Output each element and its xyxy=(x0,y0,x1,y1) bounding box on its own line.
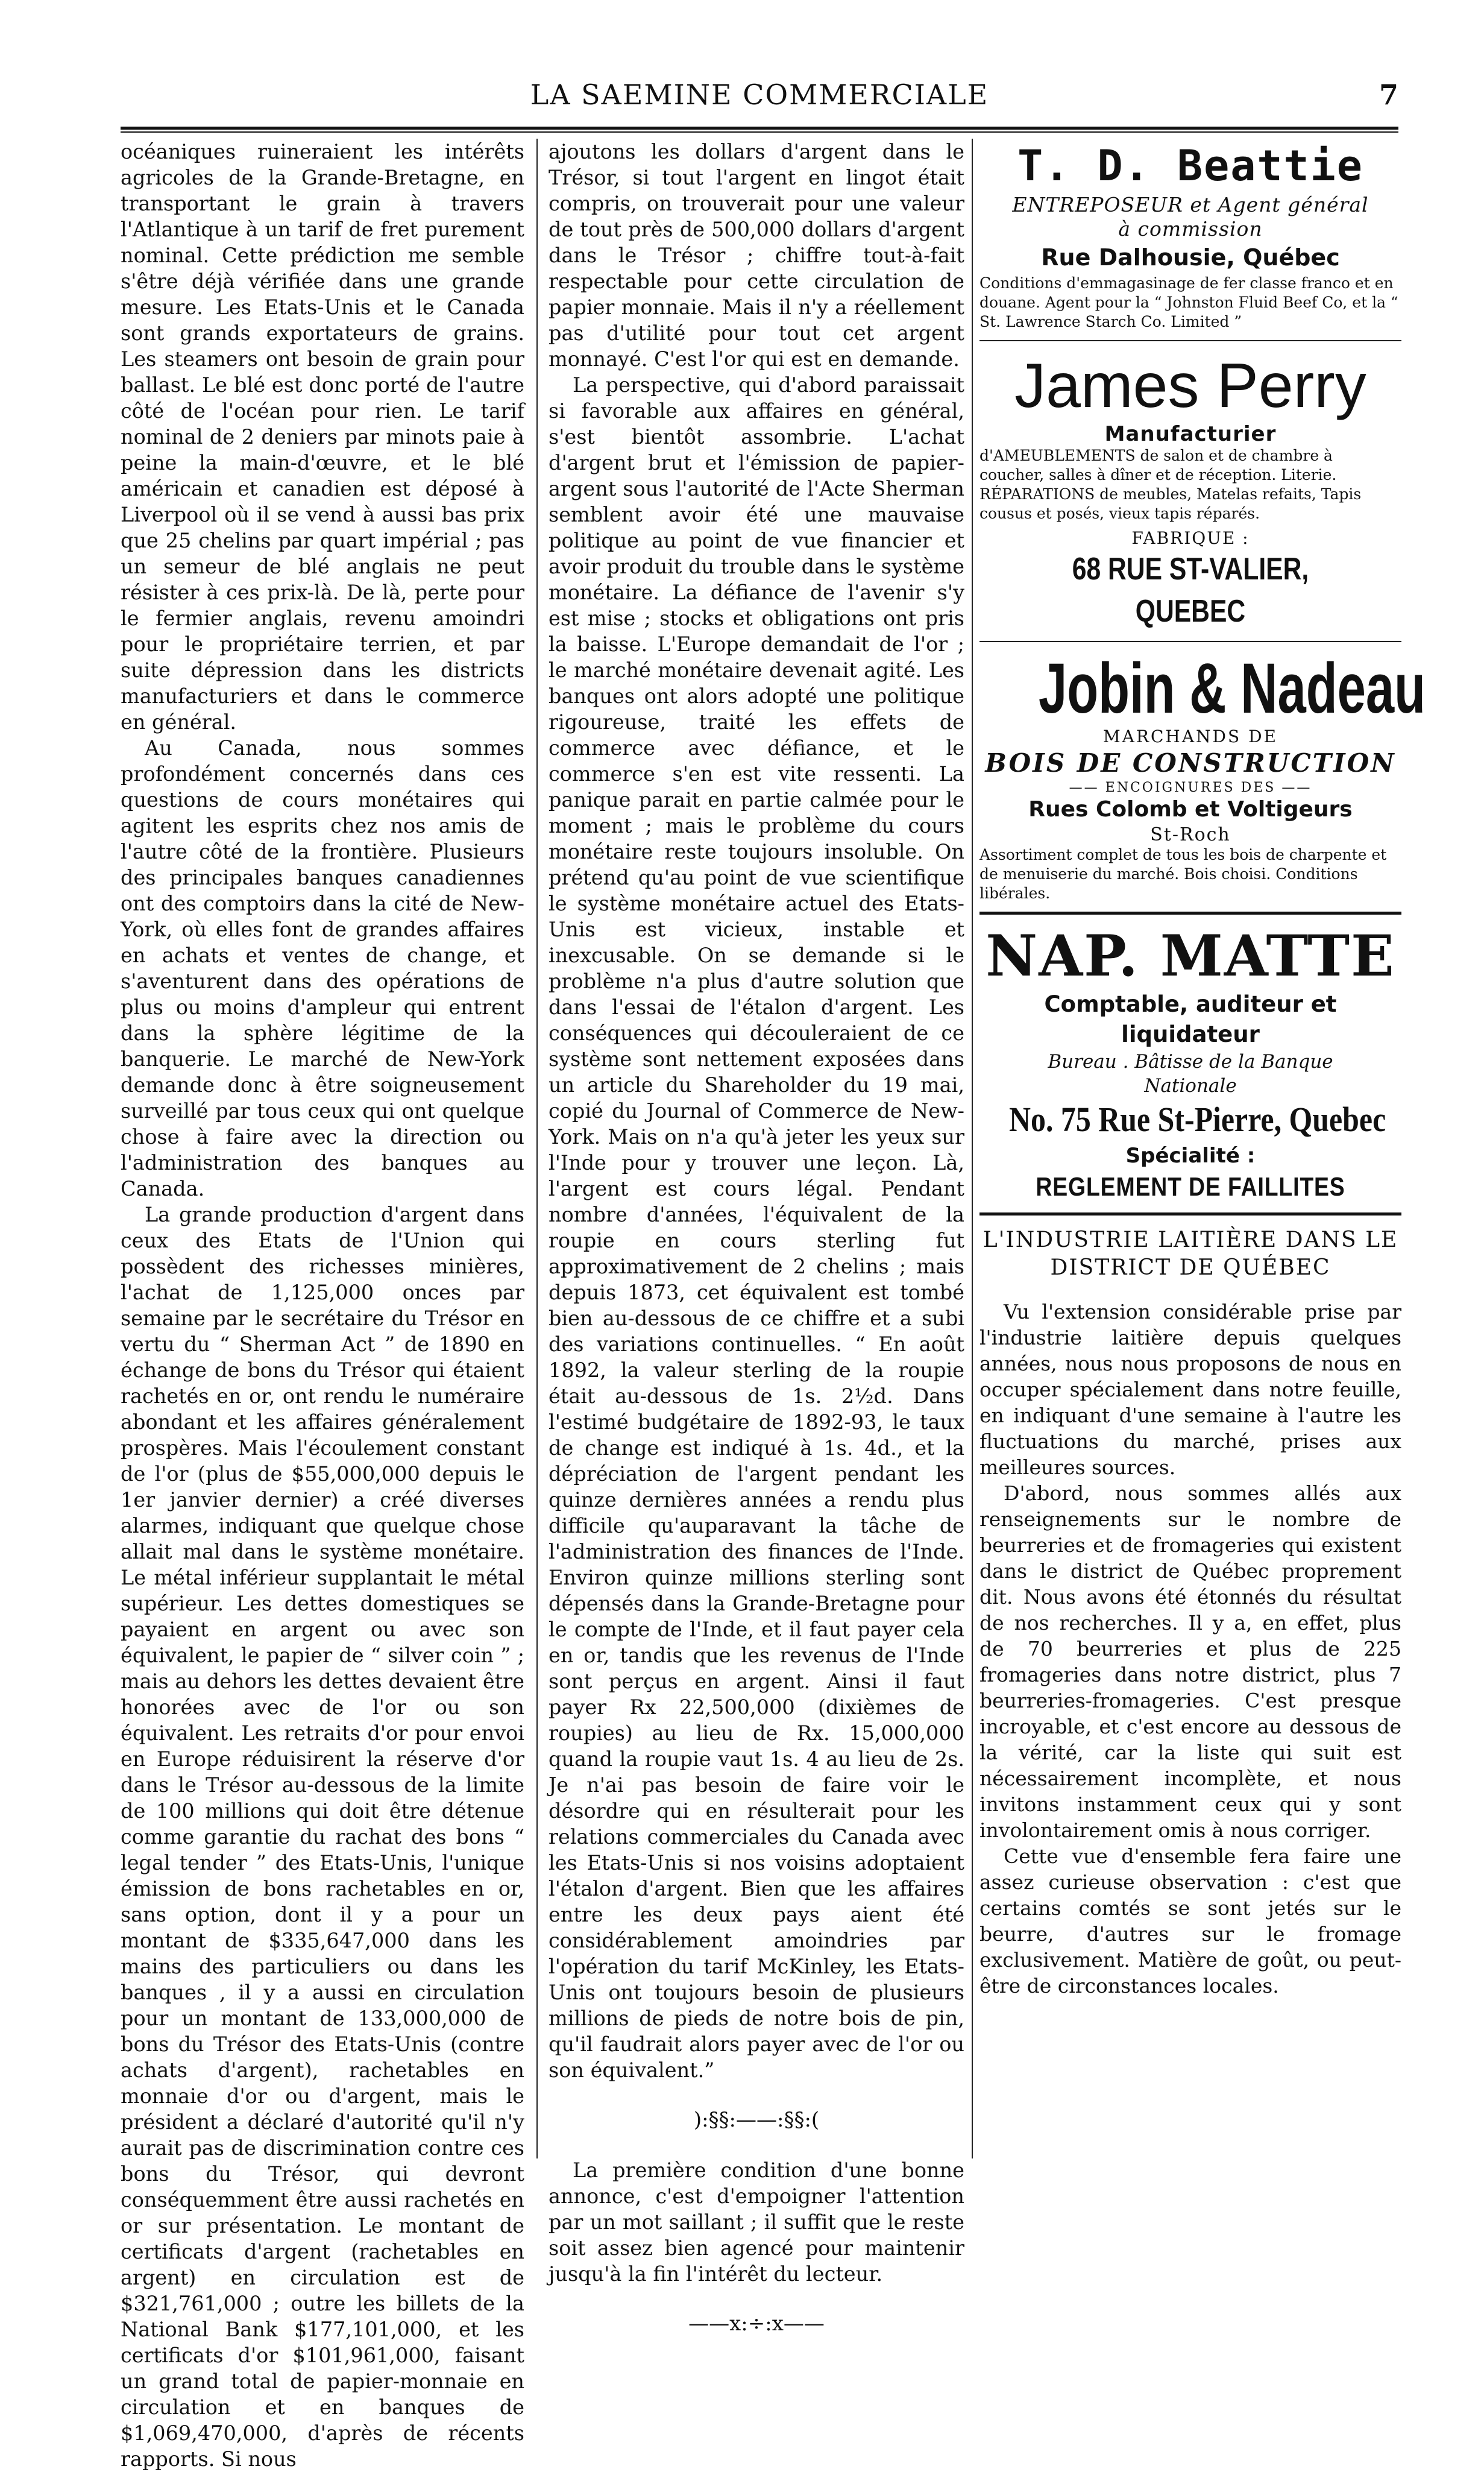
beattie-role: ENTREPOSEUR et Agent général xyxy=(1012,193,1369,216)
ad-beattie xyxy=(979,139,1401,332)
matte-specialite: Spécialité : xyxy=(1125,1144,1256,1168)
header-rule xyxy=(121,127,1398,133)
jobin-bois: BOIS DE CONSTRUCTION xyxy=(985,748,1396,778)
beattie-name: T. D. Beattie xyxy=(1017,141,1363,191)
matte-address: No. 75 Rue St-Pierre, Quebec xyxy=(1009,1100,1386,1139)
perry-title: Manufacturier xyxy=(1104,422,1277,446)
jobin-sub: MARCHANDS DE xyxy=(1103,727,1278,746)
ad-perry xyxy=(979,350,1401,632)
ad-divider xyxy=(979,641,1401,642)
matte-name: NAP. MATTE xyxy=(986,923,1395,989)
jobin-body: Assortiment complet de tous les bois de charpente et de menuiserie du marché. Bois choisi. Conditions libérales. xyxy=(979,846,1387,902)
ad-divider xyxy=(979,912,1401,915)
page-number: 7 xyxy=(1379,78,1398,111)
ornament-end: ——x:÷:x—— xyxy=(688,2312,825,2336)
ad-divider xyxy=(979,1212,1401,1216)
column-2 xyxy=(549,139,964,2361)
page-header xyxy=(121,72,1398,121)
article-paragraph-2: D'abord, nous sommes allés aux renseignements sur le nombre de beurreries et de fromageries qui existent dans le district de Québec proprement dit. Nous avons été étonnés du résultat de nos recherches. Il y a, en effet, plus de 70 beurreries et plus de 225 fromageries dans notre district, plus 7 beurreries-fromageries. C'est presque incroyable, et c'est encore au dessous de la vérité, car la liste qui suit est nécessairement incomplète, et nous invitons instamment ceux qui y sont involontairement omis à nous corriger. xyxy=(979,1481,1401,1842)
article-body xyxy=(979,1299,1401,1999)
col1-paragraph-1: océaniques ruineraient les intérêts agricoles de la Grande-Bretagne, en transportant le grain à travers l'Atlantique à un tarif de fret purement nominal. Cette prédiction me semble s'être déjà vérifiée dans une grande mesure. Les Etats-Unis et le Canada sont grands exportateurs de grains. Les steamers ont besoin de grain pour ballast. Le blé est donc porté de l'autre côté de l'océan pour rien. Le tarif nominal de 2 deniers par minots paie à peine la main-d'œuvre, et le blé américain et canadien est déposé à Liverpool où il se vend à aussi bas prix que 25 chelins par quart impérial ; pas un semeur de blé anglais ne peut résister à ces prix-là. De là, perte pour le fermier anglais, revenu amoindri pour le propriétaire terrien, et par suite dépression dans les districts manufacturiers et dans le commerce en général. xyxy=(121,140,524,734)
beattie-body: Conditions d'emmagasinage de fer classe franco et en douane. Agent pour la “ Johnston Fluid Beef Co, et la “ St. Lawrence Starch Co. Limited ” xyxy=(979,274,1398,330)
perry-fabrique: FABRIQUE : xyxy=(1131,528,1250,548)
beattie-address: Rue Dalhousie, Québec xyxy=(1041,244,1340,271)
perry-body: d'AMEUBLEMENTS de salon et de chambre à coucher, salles à dîner et de réception. Literie. RÉPARATIONS de meubles, Matelas refaits, Tapis cousus et posés, vieux tapis réparés. xyxy=(979,447,1362,522)
col2-paragraph-3: La première condition d'une bonne annonce, c'est d'empoigner l'attention par un mot saillant ; il suffit que le reste soit assez bien agencé pour maintenir jusqu'à la fin l'intérêt du lecteur. xyxy=(549,2158,964,2286)
col2-paragraph-1: ajoutons les dollars d'argent dans le Trésor, si tout l'argent en lingot était compris, on trouverait pour une valeur de tout près de 500,000 dollars d'argent dans le Trésor ; chiffre tout-à-fait respectable pour cette circulation de papier monnaie. Mais il n'y a réellement pas d'utilité pour tout cet argent monnayé. C'est l'or qui est en demande. xyxy=(549,140,964,371)
column-divider-1 xyxy=(536,139,538,2158)
jobin-name: Jobin & Nadeau xyxy=(1039,649,1426,728)
article-title: L'INDUSTRIE LAITIÈRE DANS LE DISTRICT DE QUÉBEC xyxy=(983,1228,1398,1280)
perry-address: 68 RUE ST-VALIER, QUEBEC xyxy=(1072,552,1309,629)
matte-reglement: REGLEMENT DE FAILLITES xyxy=(1036,1172,1345,1202)
perry-name: James Perry xyxy=(1014,351,1366,421)
beattie-role2: à commission xyxy=(1118,217,1263,241)
jobin-address: Rues Colomb et Voltigeurs xyxy=(1028,797,1353,822)
col2-paragraph-2: La perspective, qui d'abord paraissait si favorable aux affaires en général, s'est bientôt assombrie. L'achat d'argent brut et l'émission de papier-argent sous l'autorité de l'Acte Sherman semblent avoir été une mauvaise politique au point de vue financier et avoir produit du trouble dans le système monétaire. La défiance de l'avenir s'y est mise ; stocks et obligations ont pris la baisse. L'Europe demandait de l'or ; le marché monétaire devenait agité. Les banques ont alors adopté une politique rigoureuse, traité les effets de commerce avec défiance, et le commerce s'en est vite ressenti. La panique parait en partie calmée pour le moment ; mais le problème du cours monétaire reste toujours insoluble. On prétend qu'au point de vue scientifique le système monétaire actuel des Etats-Unis est vicieux, instable et inexcusable. On se demande si le problème n'a plus d'autre solution que dans l'essai de l'étalon d'argent. Les conséquences qui découleraient de ce système sont nettement exposées dans un article du Shareholder du 19 mai, copié du Journal of Commerce de New-York. Mais on n'a qu'à jeter les yeux sur l'Inde pour y trouver une leçon. Là, l'argent est cours légal. Pendant nombre d'années, l'équivalent de la roupie en cours sterling fut approximativement de 2 chelins ; mais depuis 1873, cet équivalent est tombé bien au-dessous de ce chiffre et a subi des variations continuelles. “ En août 1892, la valeur sterling de la roupie était au-dessous de 1s. 2½d. Dans l'estimé budgétaire de 1892-93, le taux de change est indiqué à 1s. 4d., et la dépréciation de l'argent pendant les quinze dernières années a rendu plus difficile qu'auparavant la tâche de l'administration des finances de l'Inde. Environ quinze millions sterling sont dépensés dans la Grande-Bretagne pour le compte de l'Inde, et il faut payer cela en or, tandis que les revenus de l'Inde sont perçus en argent. Ainsi il faut payer Rx 22,500,000 (dixièmes de roupies) au lieu de Rx. 15,000,000 quand la roupie vaut 1s. 4 au lieu de 2s. Je n'ai pas besoin de faire voir le désordre qui en résulterait pour les relations commerciales du Canada avec les Etats-Unis si nos voisins adoptaient l'étalon d'argent. Bien que les affaires entre les deux pays aient été considérablement amoindries par l'opération du tarif McKinley, les Etats-Unis ont toujours besoin de plusieurs millions de pieds de notre bois de pin, qu'il faudrait alors payer avec de l'or ou son équivalent.” xyxy=(549,373,964,2082)
masthead-title: LA SAEMINE COMMERCIALE xyxy=(530,78,989,111)
column-1 xyxy=(121,139,524,2472)
ornament-divider: ):§§:——:§§:( xyxy=(693,2108,820,2132)
ad-jobin xyxy=(979,649,1426,903)
column-divider-2 xyxy=(972,139,973,2158)
matte-title: Comptable, auditeur et liquidateur xyxy=(1044,991,1337,1047)
matte-bureau: Bureau . Bâtisse de la Banque xyxy=(1048,1051,1333,1073)
jobin-district: St-Roch xyxy=(1150,824,1231,845)
ad-matte xyxy=(979,923,1401,1204)
matte-bureau2: Nationale xyxy=(1144,1075,1237,1097)
advertisement-column xyxy=(979,139,1426,1999)
article-paragraph-3: Cette vue d'ensemble fera faire une assez curieuse observation : c'est que certains comtés se sont jetés sur le beurre, d'autres sur le fromage exclusivement. Matière de goût, ou peut-être de circonstances locales. xyxy=(979,1844,1401,1997)
col1-paragraph-3: La grande production d'argent dans ceux des Etats de l'Union qui possèdent des richesses minières, l'achat de 1,125,000 onces par semaine par le secrétaire du Trésor en vertu du “ Sherman Act ” de 1890 en échange de bons du Trésor qui étaient rachetés en or, ont rendu le numéraire abondant et les affaires généralement prospères. Mais l'écoulement constant de l'or (plus de $55,000,000 depuis le 1er janvier dernier) a créé diverses alarmes, indiquant que quelque chose allait mal dans le système monétaire. Le métal inférieur supplantait le métal supérieur. Les dettes domestiques se payaient en argent ou avec son équivalent, le papier de “ silver coin ” ; mais au dehors les dettes devaient être honorées avec de l'or ou son équivalent. Les retraits d'or pour envoi en Europe réduisirent la réserve d'or dans le Trésor au-dessous de la limite de 100 millions qui doit être détenue comme garantie du rachat des bons “ legal tender ” des Etats-Unis, l'unique émission de bons rachetables en or, sans option, dont il y a pour un montant de $335,647,000 dans les mains des particuliers ou dans les banques , il y a aussi en circulation pour un montant de 133,000,000 de bons du Trésor des Etats-Unis (contre achats d'argent), rachetables en monnaie d'or ou d'argent, mais le président a déclaré d'autorité qu'il n'y aurait pas de discrimination contre ces bons du Trésor, qui devront conséquemment être aussi rachetés en or sur présentation. Le montant de certificats d'argent (rachetables en argent) en circulation est de $321,761,000 ; outre les billets de la National Bank $177,101,000, et les certificats d'or $101,961,000, faisant un grand total de papier-monnaie en circulation et en banques de $1,069,470,000, d'après de récents rapports. Si nous xyxy=(121,1203,524,2471)
col1-paragraph-2: Au Canada, nous sommes profondément concernés dans ces questions de cours monétaires qui agitent les esprits chez nos amis de l'autre côté de la frontière. Plusieurs des principales banques canadiennes ont des comptoirs dans la cité de New-York, où elles font de grandes affaires en achats et ventes de change, et s'aventurent dans des opérations de plus ou moins d'ampleur qui entrent dans la sphère légitime de la banquerie. Le marché de New-York demande donc à être soigneusement surveillé par tous ceux qui ont quelque chose à faire avec la direction ou l'administration des banques au Canada. xyxy=(121,736,524,1200)
jobin-specialty: —— ENCOIGNURES DES —— xyxy=(1069,780,1312,795)
ad-divider xyxy=(979,340,1401,341)
article-paragraph-1: Vu l'extension considérable prise par l'industrie laitière depuis quelques années, nous nous proposons de nous en occuper spécialement dans notre feuille, en indiquant d'une semaine à l'autre les fluctuations du marché, prises aux meilleures sources. xyxy=(979,1300,1401,1479)
